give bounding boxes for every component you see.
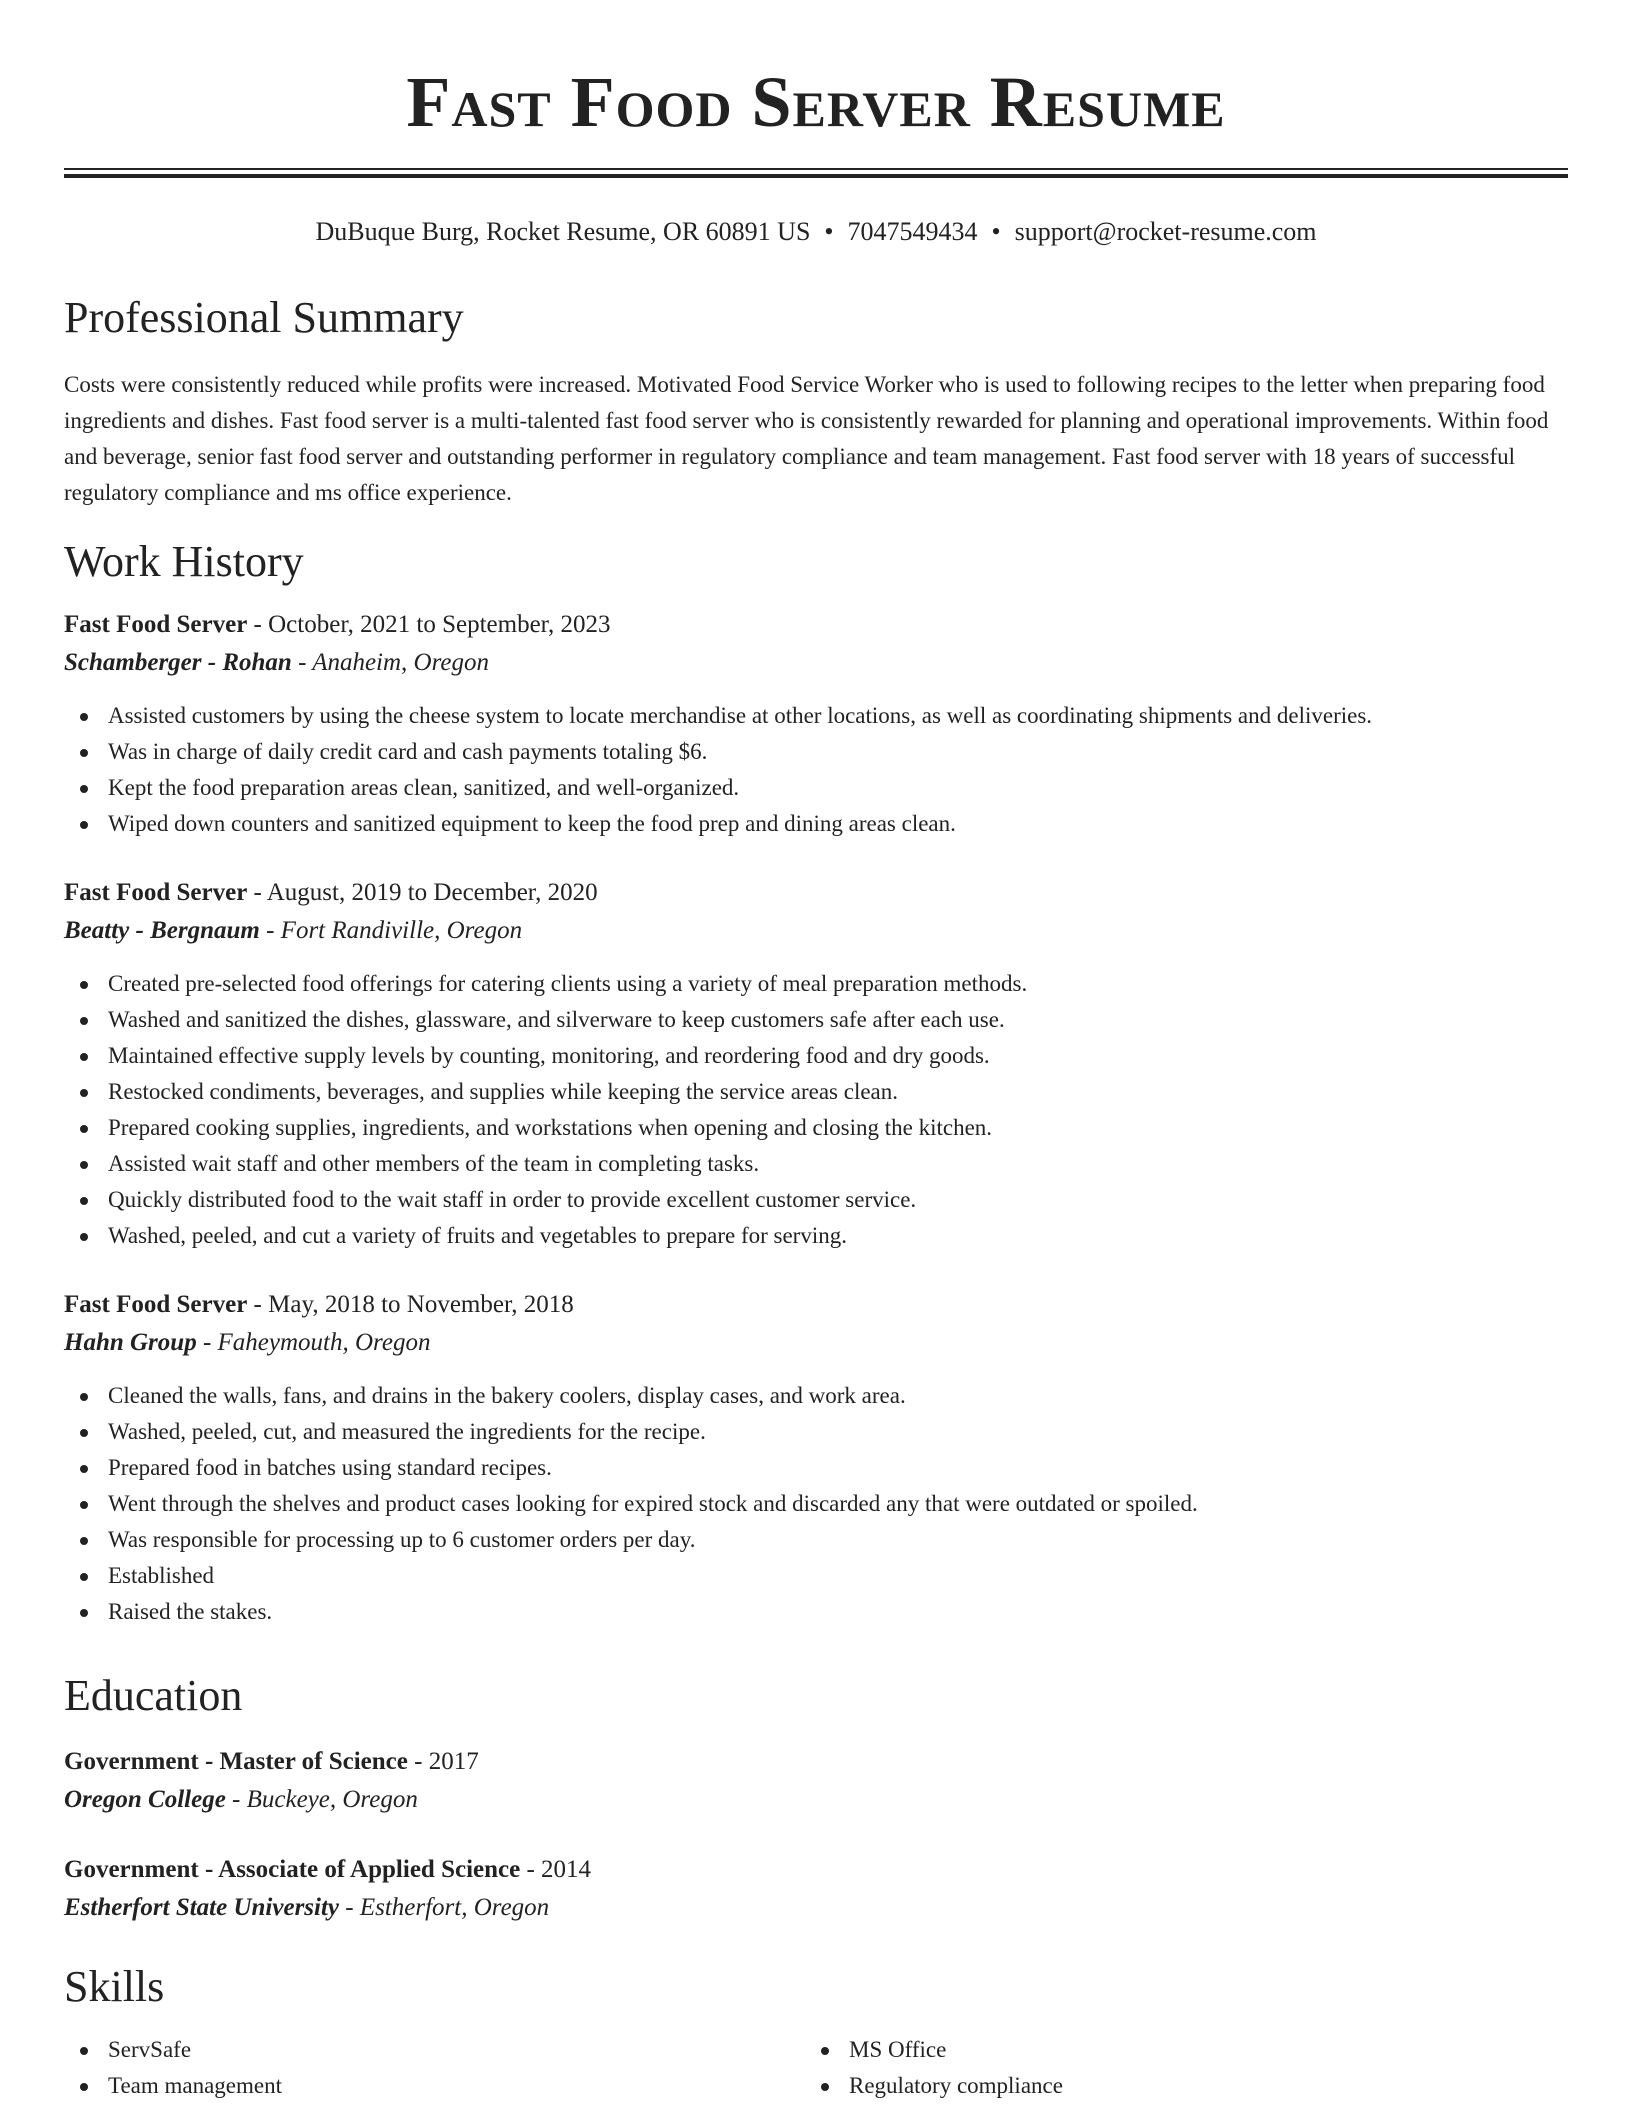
work-history-heading: Work History <box>64 537 304 586</box>
dash: - <box>247 611 269 638</box>
education-school: Oregon College <box>64 1786 226 1813</box>
dash: - <box>520 1856 542 1883</box>
job-title: Fast Food Server <box>64 611 248 638</box>
education-school: Estherfort State University <box>64 1894 340 1921</box>
job-bullet: Was responsible for processing up to 6 customer orders per day. <box>108 1522 1198 1558</box>
job-employer: Hahn Group <box>64 1329 197 1356</box>
education-heading: Education <box>64 1671 243 1720</box>
job-dates: August, 2019 to December, 2020 <box>266 879 598 906</box>
education-location: Estherfort, Oregon <box>359 1894 550 1921</box>
skills-list-left <box>108 2032 282 2104</box>
summary-text: Costs were consistently reduced while profits were increased. Motivated Food Service Worker who is used to following recipes to the letter when preparing food ingredients and dishes. Fast food server is a multi-talented fast food server who is consistently rewarded for planning and operational improvements. Within food and beverage, senior fast food server and outstanding performer in regulatory compliance and team management. Fast food server with 18 years of successful regulatory compliance and ms office experience. <box>64 372 1549 505</box>
job-bullet: Assisted wait staff and other members of the team in completing tasks. <box>108 1146 1027 1182</box>
skills-heading: Skills <box>64 1962 165 2011</box>
education-school-line <box>64 1891 549 1925</box>
job-employer-line <box>64 914 522 948</box>
job-employer: Beatty - Bergnaum <box>64 917 260 944</box>
skills-list-right <box>849 2032 1063 2104</box>
job-title-line <box>64 608 611 642</box>
skill-item: ServSafe <box>108 2032 282 2068</box>
job-bullets <box>108 698 1372 842</box>
job-employer-line <box>64 646 489 680</box>
job-title: Fast Food Server <box>64 879 248 906</box>
dash: - <box>339 1894 360 1921</box>
job-bullet: Went through the shelves and product cases looking for expired stock and discarded any that were outdated or spoiled. <box>108 1486 1198 1522</box>
education-degree-line <box>64 1853 591 1887</box>
job-dates: May, 2018 to November, 2018 <box>268 1291 574 1318</box>
title-rule-thin <box>64 168 1568 170</box>
skill-item: Regulatory compliance <box>849 2068 1063 2104</box>
summary-heading: Professional Summary <box>64 293 464 342</box>
job-bullet: Assisted customers by using the cheese system to locate merchandise at other locations, as well as coordinating shipments and deliveries. <box>108 698 1372 734</box>
skill-item: MS Office <box>849 2032 1063 2068</box>
job-location: Fort Randiville, Oregon <box>280 917 523 944</box>
dash: - <box>407 1748 429 1775</box>
contact-address: DuBuque Burg, Rocket Resume, OR 60891 US <box>315 217 811 246</box>
dash: - <box>196 1329 218 1356</box>
contact-email: support@rocket-resume.com <box>1014 217 1317 246</box>
job-bullet: Kept the food preparation areas clean, sanitized, and well-organized. <box>108 770 1372 806</box>
job-bullet: Raised the stakes. <box>108 1594 1198 1630</box>
job-bullet: Prepared cooking supplies, ingredients, and workstations when opening and closing the kitchen. <box>108 1110 1027 1146</box>
job-bullet: Prepared food in batches using standard recipes. <box>108 1450 1198 1486</box>
job-bullet: Washed, peeled, and cut a variety of fruits and vegetables to prepare for serving. <box>108 1218 1027 1254</box>
job-bullet: Washed, peeled, cut, and measured the ingredients for the recipe. <box>108 1414 1198 1450</box>
title-rule-thick <box>64 174 1568 178</box>
job-bullet: Established <box>108 1558 1198 1594</box>
education-location: Buckeye, Oregon <box>246 1786 418 1813</box>
job-dates: October, 2021 to September, 2023 <box>268 611 611 638</box>
job-location: Faheymouth, Oregon <box>217 1329 431 1356</box>
education-year: 2017 <box>428 1748 479 1775</box>
job-bullet: Created pre-selected food offerings for catering clients using a variety of meal preparation methods. <box>108 966 1027 1002</box>
resume-title: Fast Food Server Resume <box>406 62 1226 142</box>
job-bullets <box>108 1378 1198 1630</box>
education-degree: Government - Associate of Applied Science <box>64 1856 521 1883</box>
job-location: Anaheim, Oregon <box>312 649 490 676</box>
education-degree: Government - Master of Science <box>64 1748 408 1775</box>
job-bullet: Cleaned the walls, fans, and drains in the bakery coolers, display cases, and work area. <box>108 1378 1198 1414</box>
job-title-line <box>64 876 598 910</box>
dash: - <box>225 1786 247 1813</box>
contact-phone: 7047549434 <box>847 217 978 246</box>
job-bullet: Quickly distributed food to the wait staff in order to provide excellent customer service. <box>108 1182 1027 1218</box>
education-year: 2014 <box>541 1856 592 1883</box>
education-degree-line <box>64 1745 479 1779</box>
job-title-line <box>64 1288 574 1322</box>
dash: - <box>259 917 281 944</box>
dash: - <box>247 879 267 906</box>
education-school-line <box>64 1783 418 1817</box>
job-bullet: Was in charge of daily credit card and cash payments totaling $6. <box>108 734 1372 770</box>
job-bullet: Washed and sanitized the dishes, glassware, and silverware to keep customers safe after each use. <box>108 1002 1027 1038</box>
job-employer: Schamberger - Rohan <box>64 649 292 676</box>
job-title: Fast Food Server <box>64 1291 248 1318</box>
dash: - <box>291 649 313 676</box>
job-employer-line <box>64 1326 430 1360</box>
skill-item: Team management <box>108 2068 282 2104</box>
job-bullets <box>108 966 1027 1254</box>
contact-separator: • <box>824 217 834 246</box>
job-bullet: Restocked condiments, beverages, and supplies while keeping the service areas clean. <box>108 1074 1027 1110</box>
contact-line <box>0 215 1632 249</box>
contact-separator: • <box>991 217 1001 246</box>
job-bullet: Wiped down counters and sanitized equipment to keep the food prep and dining areas clean. <box>108 806 1372 842</box>
job-bullet: Maintained effective supply levels by counting, monitoring, and reordering food and dry goods. <box>108 1038 1027 1074</box>
dash: - <box>247 1291 269 1318</box>
